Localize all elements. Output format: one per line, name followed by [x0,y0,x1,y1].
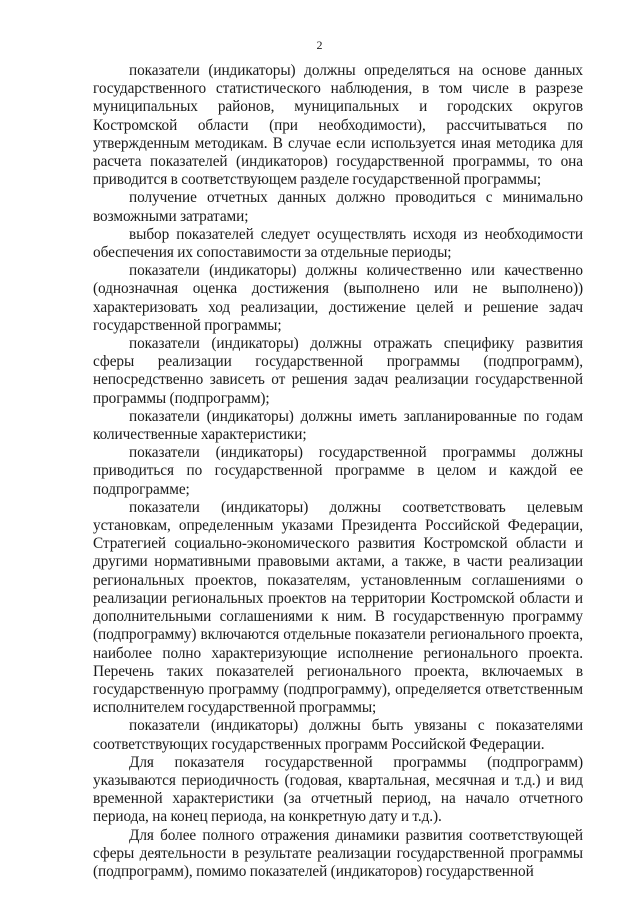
paragraph-statistical-basis: показатели (индикаторы) должны определяться на основе данных государственного статистического наблюдения, в том числе в разрезе муниципальных районов, муниципальных и городских округов Костромской области (при необходимости), рассчитываться по утвержденным методикам. В случае если используется иная методика для расчета показателей (индикаторов) государственной программы, то она приводится в соответствующем разделе государственной программы; [93,62,583,189]
document-body [93,62,583,881]
paragraph-dynamics: Для более полного отражения динамики развития соответствующей сферы деятельности в результате реализации государственной программы (подпрограмм), помимо показателей (индикаторов) государственной [93,826,583,880]
paragraph-linked-federal: показатели (индикаторы) должны быть увязаны с показателями соответствующих государственных программ Российской Федерации. [93,717,583,753]
paragraph-characterize-progress: показатели (индикаторы) должны количественно или качественно (однозначная оценка достижения (выполнено или не выполнено)) характеризовать ход реализации, достижение целей и решение задач государственной программы; [93,262,583,334]
paragraph-program-and-subprograms: показатели (индикаторы) государственной программы должны приводиться по государственной программе в целом и каждой ее подпрограмме; [93,444,583,498]
paragraph-planned-by-years: показатели (индикаторы) должны иметь запланированные по годам количественные характеристики; [93,407,583,444]
paragraph-minimal-costs: получение отчетных данных должно проводиться с минимально возможными затратами; [93,189,583,225]
page-number: 2 [316,38,323,52]
paragraph-target-settings: показатели (индикаторы) должны соответствовать целевым установкам, определенным указами Президента Российской Федерации, Стратегией социально-экономического развития Костромской области и другими нормативными правовыми актами, а также, в части реализации региональных проектов, показателям, установленным соглашениями о реализации региональных проектов на территории Костромской области и дополнительными соглашениями к ним. В государственную программу (подпрограмму) включаются отдельные показатели регионального проекта, наиболее полно характеризующие исполнение регионального проекта. Перечень таких показателей регионального проекта, включаемых в государственную программу (подпрограмму), определяется ответственным исполнителем государственной программы; [93,498,583,717]
paragraph-periodicity: Для показателя государственной программы (подпрограмм) указываются периодичность (годовая, квартальная, месячная и т.д.) и вид временной характеристики (за отчетный период, на начало отчетного периода, на конец периода, на конкретную дату и т.д.). [93,753,583,826]
paragraph-comparability: выбор показателей следует осуществлять исходя из необходимости обеспечения их сопоставимости за отдельные периоды; [93,225,583,262]
paragraph-reflect-specifics: показатели (индикаторы) должны отражать специфику развития сферы реализации государственной программы (подпрограмм), непосредственно зависеть от решения задач реализации государственной программы (подпрограмм); [93,335,583,407]
